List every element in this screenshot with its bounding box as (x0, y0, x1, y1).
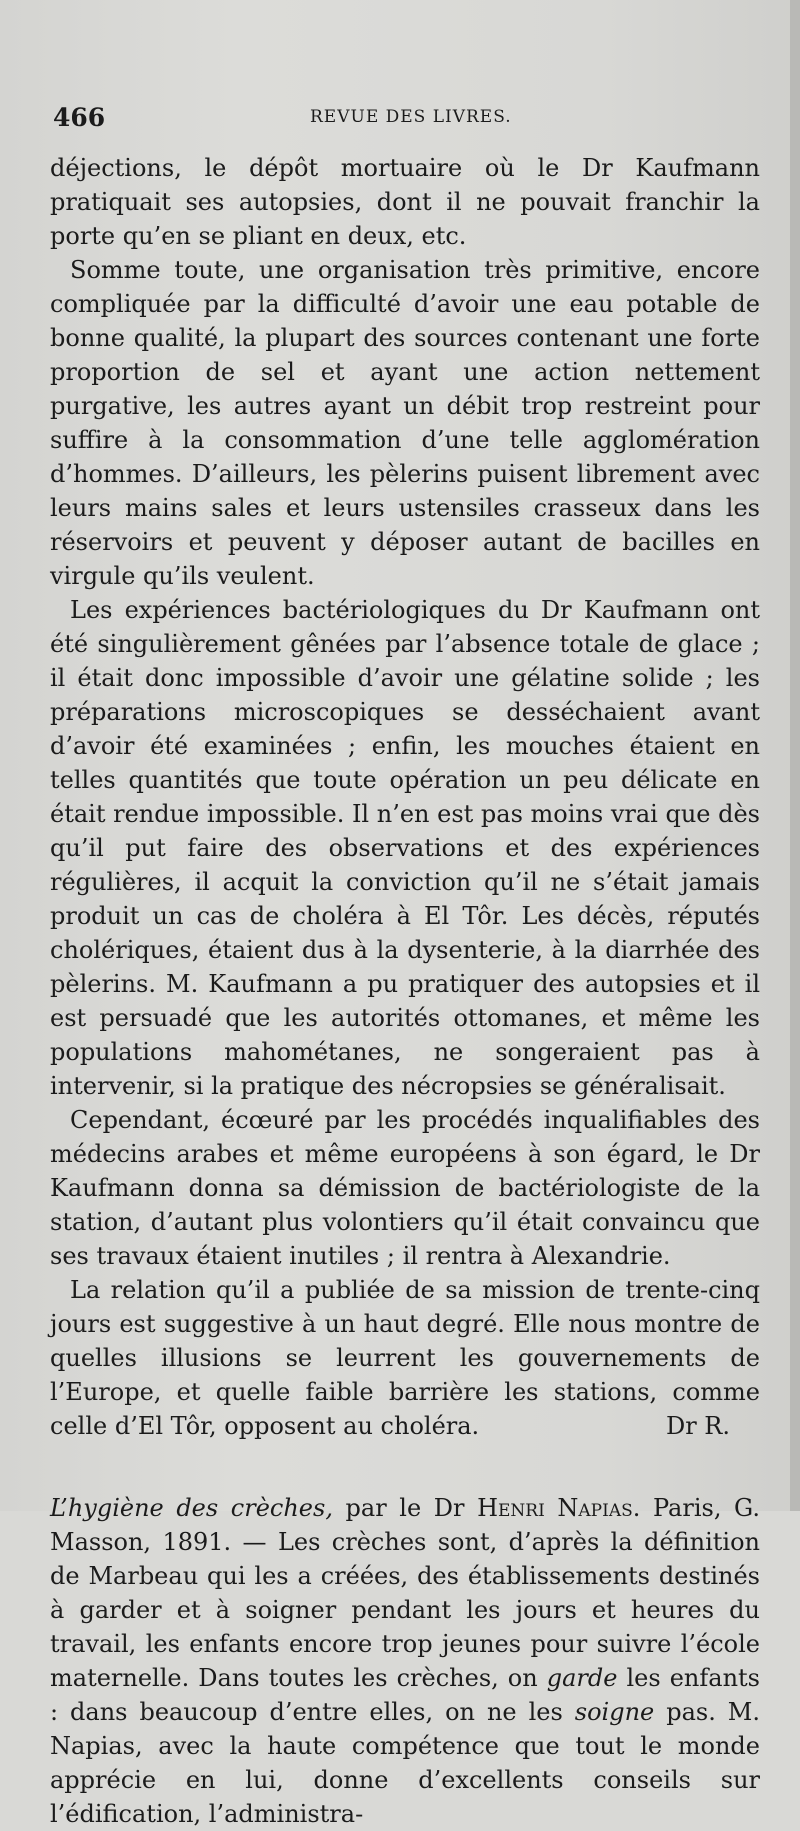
review-title: L’hygiène des crèches, (50, 1494, 333, 1522)
review-by: par le Dr (332, 1494, 478, 1522)
review-emphasis-garde: garde (546, 1664, 618, 1692)
review-emphasis-soigne: soigne (574, 1698, 655, 1726)
paragraph-5 (50, 1273, 760, 1443)
paragraph-4: Cependant, écœuré par les procédés inqualifiables des médecins arabes et même européens à son égard, le Dr Kaufmann donna sa démission de bactériologiste de la station, d’autant plus volontiers qu’il était convaincu que ses travaux étaient inutiles ; il rentra à Alexandrie. (50, 1106, 760, 1270)
page-number: 466 (53, 103, 106, 132)
book-review (50, 1491, 760, 1831)
signature: Dr R. (665, 1412, 730, 1440)
running-head: REVUE DES LIVRES. (310, 107, 512, 127)
review-body-2: les enfants : dans beaucoup d’entre elles, on ne les (50, 1664, 760, 1726)
review-body-3: pas. M. Napias, avec la haute compétence que tout le monde apprécie en lui, donne d’excellents conseils sur l’édification, l’administra- (50, 1698, 761, 1828)
paragraph-1: déjections, le dépôt mortuaire où le Dr Kaufmann pratiquait ses autopsies, dont il ne pouvait franchir la porte qu’en se pliant en deux, etc. (50, 154, 760, 250)
page-header (50, 95, 760, 139)
paragraph-5-text: La relation qu’il a publiée de sa mission de trente-cinq jours est suggestive à un haut degré. Elle nous montre de quelles illusions se leurrent les gouvernements de l’Europe, et quelle faible barrière les stations, comme celle d’El Tôr, opposent au choléra. (50, 1276, 760, 1440)
section-gap (50, 1443, 760, 1491)
review-publisher: . Paris, G. Masson, 1891. (50, 1494, 760, 1556)
review-body-1: — Les crèches sont, d’après la définition de Marbeau qui les a créées, des établissements destinés à garder et à soigner pendant les jours et heures du travail, les enfants encore trop jeunes pour suivre l’école maternelle. Dans toutes les crèches, on (50, 1528, 760, 1692)
review-paragraph (50, 1491, 760, 1831)
article-body (50, 151, 760, 1443)
paragraph-2: Somme toute, une organisation très primitive, encore compliquée par la difficulté d’avoir une eau potable de bonne qualité, la plupart des sources contenant une forte proportion de sel et ayant une action nettement purgative, les autres ayant un débit trop restreint pour suffire à la consommation d’une telle agglomération d’hommes. D’ailleurs, les pèlerins puisent librement avec leurs mains sales et leurs ustensiles crasseux dans les réservoirs et peuvent y déposer autant de bacilles en virgule qu’ils veulent. (50, 256, 760, 590)
paragraph-3: Les expériences bactériologiques du Dr Kaufmann ont été singulièrement gênées par l’absence totale de glace ; il était donc impossible d’avoir une gélatine solide ; les préparations microscopiques se desséchaient avant d’avoir été examinées ; enfin, les mouches étaient en telles quantités que toute opération un peu délicate en était rendue impossible. Il n’en est pas moins vrai que dès qu’il put faire des observations et des expériences régulières, il acquit la conviction qu’il ne s’était jamais produit un cas de choléra à El Tôr. Les décès, réputés cholériques, étaient dus à la dysenterie, à la diarrhée des pèlerins. M. Kaufmann a pu pratiquer des autopsies et il est persuadé que les autorités ottomanes, et même les populations mahométanes, ne songeraient pas à intervenir, si la pratique des nécropsies se généralisait. (50, 596, 760, 1100)
review-author: Henri Napias (477, 1494, 633, 1522)
